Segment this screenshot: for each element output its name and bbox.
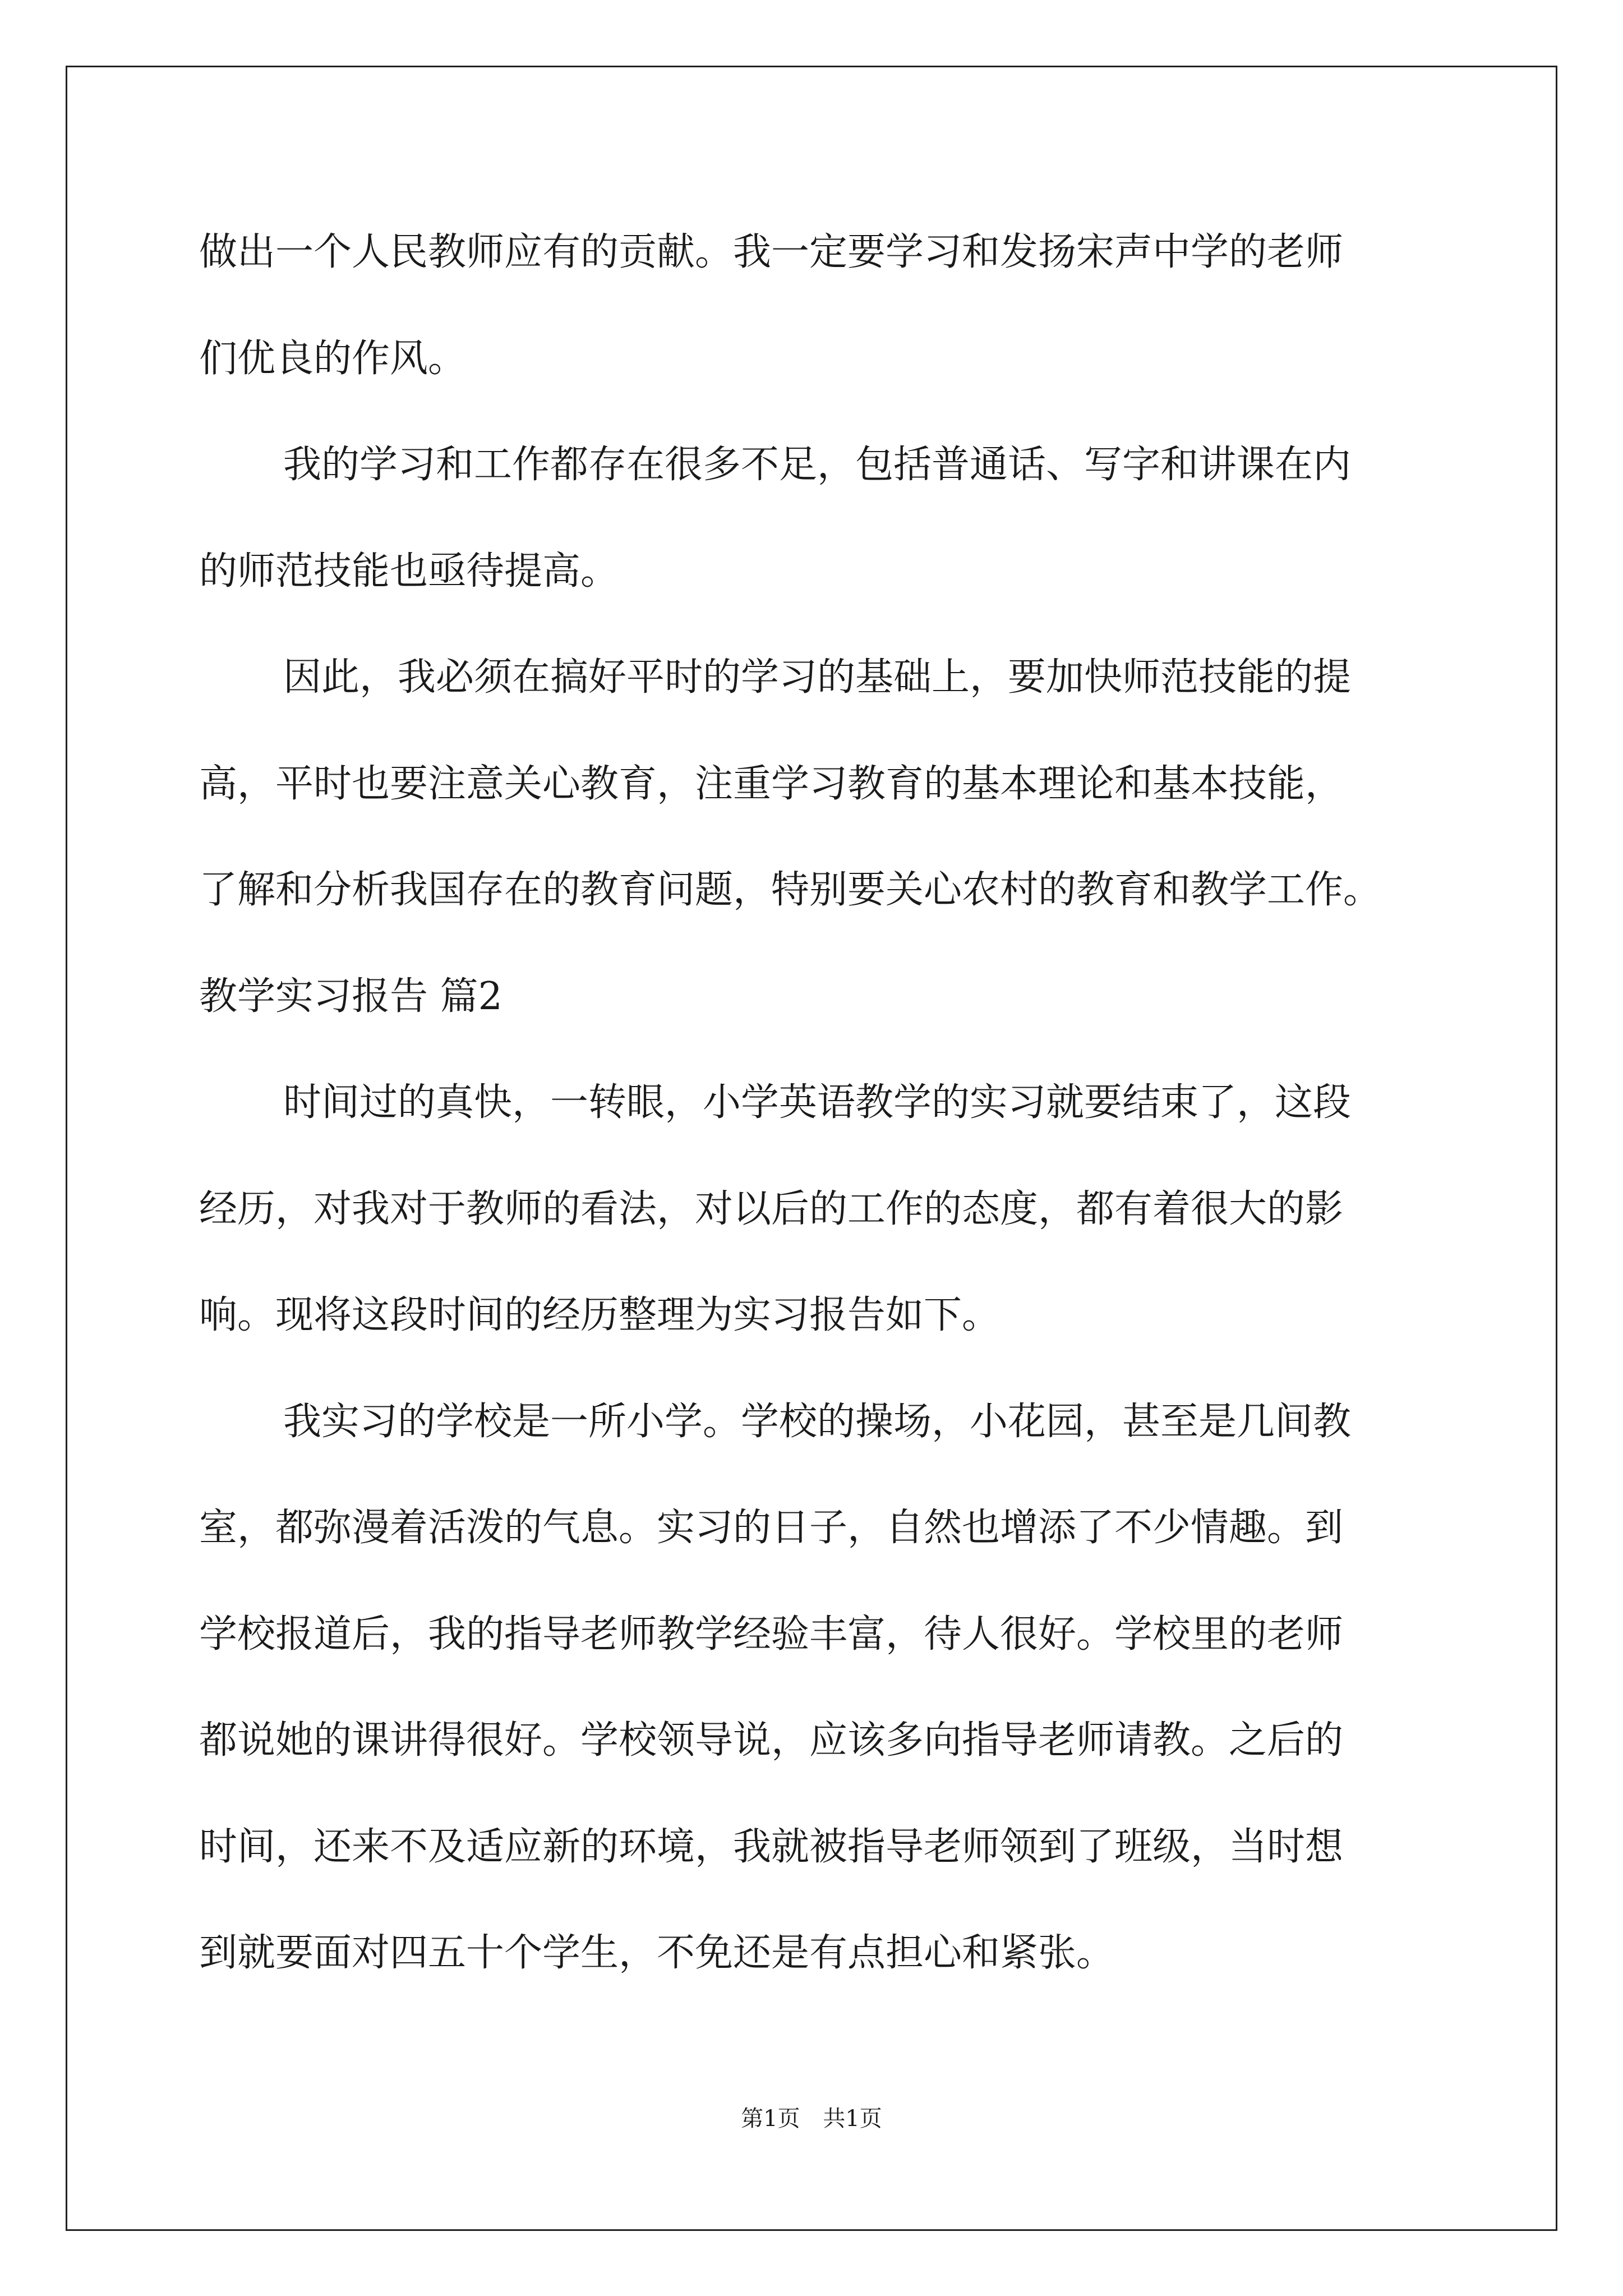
text-line: 们优良的作风。: [199, 336, 467, 381]
text-line: 时间，还来不及适应新的环境，我就被指导老师领到了班级，当时想: [199, 1824, 1344, 1869]
text-line: 高，平时也要注意关心教育，注重学习教育的基本理论和基本技能，: [199, 761, 1344, 806]
page-total: 共1页: [823, 2106, 882, 2132]
text-line: 了解和分析我国存在的教育问题，特别要关心农村的教育和教学工作。: [199, 868, 1382, 912]
text-line: 学校报道后，我的指导老师教学经验丰富，待人很好。学校里的老师: [199, 1612, 1344, 1657]
text-line: 经历，对我对于教师的看法，对以后的工作的态度，都有着很大的影: [199, 1186, 1344, 1231]
text-line: 都说她的课讲得很好。学校领导说，应该多向指导老师请教。之后的: [199, 1718, 1344, 1763]
page-footer: [0, 2101, 1623, 2133]
page-number: 第1页: [741, 2106, 800, 2132]
paragraph-start: 因此，我必须在搞好平时的学习的基础上，要加快师范技能的提: [283, 655, 1352, 700]
document-body: [199, 213, 1430, 2021]
paragraph-start: 我的学习和工作都存在很多不足，包括普通话、写字和讲课在内: [283, 443, 1352, 487]
text-line: 室，都弥漫着活泼的气息。实习的日子，自然也增添了不少情趣。到: [199, 1506, 1344, 1550]
paragraph-start: 时间过的真快，一转眼，小学英语教学的实习就要结束了，这段: [283, 1080, 1352, 1125]
paragraph-start: 我实习的学校是一所小学。学校的操场，小花园，甚至是几间教: [283, 1399, 1352, 1444]
text-line: 响。现将这段时间的经历整理为实习报告如下。: [199, 1293, 1000, 1337]
section-heading: 教学实习报告 篇2: [199, 974, 502, 1019]
text-line: 到就要面对四五十个学生，不免还是有点担心和紧张。: [199, 1931, 1115, 1975]
text-line: 的师范技能也亟待提高。: [199, 549, 619, 593]
text-line: 做出一个人民教师应有的贡献。我一定要学习和发扬宋声中学的老师: [199, 230, 1344, 274]
